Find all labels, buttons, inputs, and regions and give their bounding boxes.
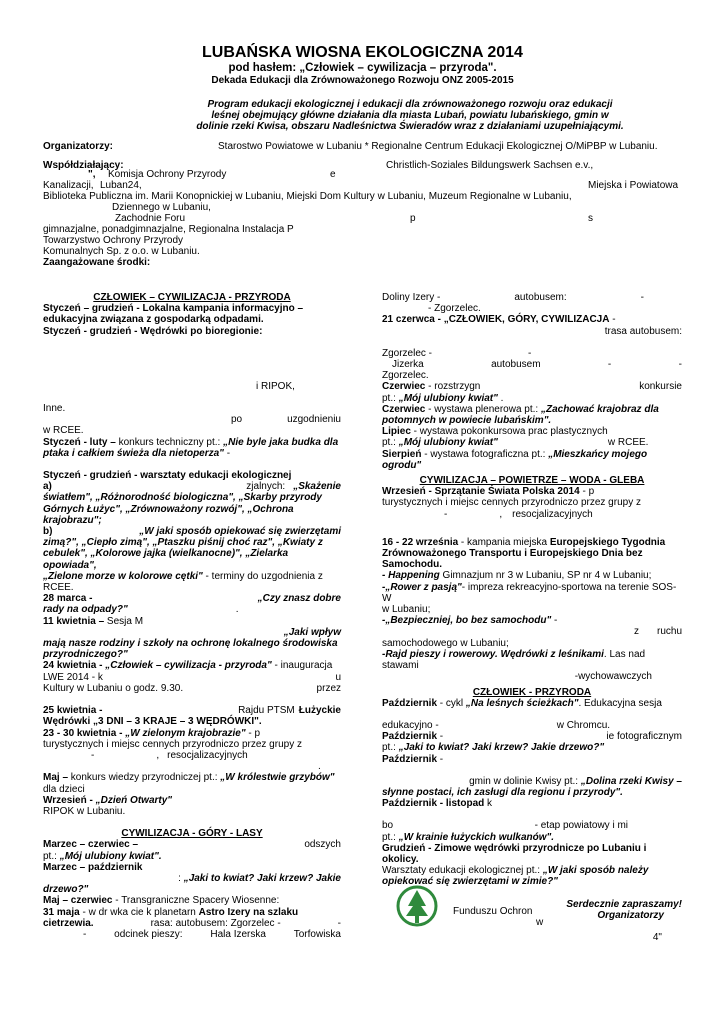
text-line: i RIPOK, <box>256 380 295 392</box>
text-line <box>382 615 682 626</box>
text-span: resocjalizacyjnych <box>167 749 248 761</box>
text-span: u <box>335 671 341 683</box>
text-line: cebulek", „Kolorowe jajka (wielkanocne)", „Zielarka opowiada", <box>43 548 289 571</box>
text-span: „Człowiek – cywilizacja - przyroda" <box>105 660 272 672</box>
text-span: - Happening <box>382 570 440 582</box>
text-span: - <box>437 753 444 765</box>
text-span: - wystawa pokonkursowa prac plastycznych <box>410 426 608 438</box>
funds-label: Zaangażowane środki: <box>43 257 151 268</box>
text-line <box>43 728 341 739</box>
text-line <box>43 705 341 716</box>
cooperating-line-1: Christlich-Soziales Bildungswerk Sachsen e.v., <box>386 160 594 171</box>
text-line: opiekować się zwierzętami w zimie?" <box>382 876 558 888</box>
text-span: cietrzewia. <box>43 917 94 929</box>
text-line <box>43 918 341 929</box>
cooperating-line-3a: Kanalizacji, <box>43 180 94 191</box>
cooperating-line-6b: p <box>410 213 416 224</box>
text-line <box>382 381 682 392</box>
text-span: „Jaki to kwiat? Jaki krzew? Jakie <box>183 872 341 884</box>
text-line: mają nasze rodziny i szkoły na ochronę lokalnego środowiska <box>43 638 338 650</box>
motto: pod hasłem: „Człowiek – cywilizacja – przyroda". <box>228 62 497 74</box>
text-line <box>43 660 341 671</box>
text-line <box>43 593 341 604</box>
text-span: zjalnych: <box>246 481 286 493</box>
text-line: w Lubaniu; <box>382 604 431 616</box>
text-line: edukacyjna związana z gospodarką odpadami. <box>43 314 264 326</box>
text-span: pt.: <box>43 850 60 862</box>
text-span: „Dzień Otwarty" <box>95 794 173 806</box>
left-column <box>43 292 341 940</box>
text-line <box>43 526 341 537</box>
text-line <box>382 731 682 742</box>
cooperating-line-4: Biblioteka Publiczna im. Marii Konopnickiej w Lubaniu, Miejski Dom Kultury w Lubaniu, Muzeum Regionalne w Lubaniu, <box>43 191 572 202</box>
text-line: Inne. <box>43 403 66 415</box>
text-span: 16 - 22 września <box>382 536 459 548</box>
text-span: - <box>640 292 644 303</box>
text-line <box>43 772 341 783</box>
text-line: światłem", „Różnorodność biologiczna", „Skarby przyrody <box>43 492 322 504</box>
text-span: Europejskiego Tygodnia <box>549 536 666 548</box>
text-span: edukacyjno - <box>382 719 439 731</box>
text-span: bo <box>382 820 394 832</box>
text-span: z <box>633 626 639 638</box>
text-span: Jizerka <box>392 359 424 371</box>
section-heading: CYWILIZACJA - GÓRY - LASY <box>121 828 263 840</box>
text-span: „Zielone morze w kolorowe cętki" <box>43 570 203 582</box>
text-span: w Chromcu. <box>556 719 611 731</box>
text-line <box>382 359 682 370</box>
text-span: - <box>551 615 558 627</box>
text-line <box>382 720 682 731</box>
text-span: Styczeń - luty – <box>43 436 116 448</box>
text-span: - wystawa fotograficzna pt.: <box>421 448 549 460</box>
text-span: odszych <box>304 839 341 851</box>
text-span: 23 - 30 kwietnia - <box>43 727 126 739</box>
text-span: - <box>609 314 616 326</box>
text-line <box>43 839 341 850</box>
text-span: odcinek pieszy: <box>114 928 183 940</box>
text-span: „Zachować krajobraz dla <box>540 403 659 415</box>
text-span: Doliny Izery - <box>382 292 441 303</box>
text-line <box>43 895 341 906</box>
text-span: - <box>678 359 682 371</box>
text-line <box>382 570 682 581</box>
text-span: - <box>223 447 231 459</box>
text-span: konkurs wiedzy przyrodniczej pt.: <box>68 772 221 784</box>
text-line: Wędrówki „3 DNI – 3 KRAJE – 3 WĘDRÓWKI". <box>43 716 262 728</box>
text-span: - <box>83 928 87 940</box>
text-span: Hala Izerska <box>210 928 266 940</box>
text-span: Sesja M <box>104 615 144 627</box>
text-span: uzgodnieniu <box>287 414 341 426</box>
text-line: w RCEE. <box>43 425 84 437</box>
text-span: w RCEE. <box>607 437 649 449</box>
text-line <box>382 426 682 437</box>
text-span: resocjalizacyjnych <box>512 508 593 520</box>
text-span: pt.: <box>382 392 399 404</box>
text-line <box>382 404 682 415</box>
text-span: autobusem: <box>514 292 567 303</box>
text-line <box>43 437 341 448</box>
footer-note: 4" <box>652 931 662 943</box>
section-heading: CZŁOWIEK - PRZYRODA <box>472 686 592 698</box>
text-span: Sierpień <box>382 448 422 460</box>
fund-name-text: Funduszu Ochron <box>453 906 533 917</box>
text-span: „Mój ulubiony kwiat" <box>398 392 498 404</box>
text-line <box>43 616 341 627</box>
text-line <box>43 873 341 884</box>
text-span: „W jaki sposób opiekować się zwierzętami <box>139 526 341 538</box>
text-line <box>382 820 682 831</box>
text-span: rady na odpady?" <box>43 604 128 616</box>
text-span: -„Rower z pasją" <box>382 581 462 593</box>
text-span: Rajdu PTSM <box>238 705 295 717</box>
text-span: Październik <box>382 731 438 743</box>
text-span: b) <box>43 526 53 538</box>
right-column <box>382 292 682 943</box>
text-line: przyrodniczego?" <box>43 649 128 661</box>
cooperating-line-3b: Luban24, <box>100 180 142 191</box>
text-span: Marzec – czerwiec – <box>43 839 139 851</box>
text-span: „Dolina rzeki Kwisy – <box>580 775 682 787</box>
text-span: „Mieszkańcy mojego <box>548 448 648 460</box>
cooperating-line-3c: Miejska i Powiatowa <box>588 180 679 191</box>
tree-logo-icon <box>396 884 438 928</box>
text-line <box>382 626 682 637</box>
text-span: „CZŁOWIEK, GÓRY, CYWILIZACJA <box>443 314 610 326</box>
text-span: 11 kwietnia – <box>43 615 105 627</box>
text-line <box>382 537 682 548</box>
text-span: Październik - listopad <box>382 798 485 810</box>
page-title: LUBAŃSKA WIOSNA EKOLOGICZNA 2014 <box>202 44 523 61</box>
text-span: 31 maja <box>43 906 80 918</box>
text-line <box>43 683 341 694</box>
text-line: RIPOK w Lubaniu. <box>43 805 126 817</box>
text-span: „W zielonym krajobrazie" <box>125 727 246 739</box>
program-line-3: dolinie rzeki Kwisa, obszaru Nadleśnictwa Świeradów wraz z działaniami uzupełniającymi. <box>196 121 624 132</box>
text-line <box>43 448 341 459</box>
text-line <box>382 509 682 520</box>
text-span: pt.: <box>382 831 399 843</box>
text-span: - cykl <box>437 697 466 709</box>
text-line <box>382 832 682 843</box>
text-span: „W krainie łużyckich wulkanów". <box>398 831 555 843</box>
text-line: ogrodu" <box>382 459 422 471</box>
cooperating-line-6c: s <box>588 213 593 224</box>
cooperating-line-9: Komunalnych Sp. z o.o. w Lubaniu. <box>43 246 200 257</box>
text-line: „Jaki wpływ <box>283 626 341 638</box>
fund-name-text-2: w <box>536 917 544 928</box>
text-span: „Na leśnych ścieżkach" <box>465 697 579 709</box>
text-span: 28 marca - <box>43 593 93 605</box>
text-span: „W królestwie grzybów" <box>220 772 335 784</box>
section-heading: CZŁOWIEK – CYWILIZACJA - PRZYRODA <box>93 292 291 303</box>
text-span: 25 kwietnia - <box>43 705 103 717</box>
text-span: a) <box>43 481 52 493</box>
text-span: - p <box>579 486 595 498</box>
text-span: ruchu <box>656 626 682 638</box>
cooperating-line-7: gimnazjalne, ponadgimnazjalne, Regionalna Instalacja P <box>43 224 294 235</box>
text-span: pt.: <box>382 742 399 754</box>
text-line: Styczeń - grudzień - warsztaty edukacji ekologicznej <box>43 470 292 482</box>
text-line: - Zgorzelec. <box>428 303 481 315</box>
text-line: Górnych Łużyc", „Zrównoważony rozwój", „Ochrona <box>43 503 294 515</box>
text-line <box>382 314 682 325</box>
closing-organizers: Organizatorzy <box>597 909 664 921</box>
text-line: turystycznych i miejsc cennych przyrodniczo przez grupy z <box>43 738 302 750</box>
text-span: autobusem <box>491 359 541 371</box>
text-span: „Czy znasz dobre <box>257 593 341 605</box>
text-line <box>382 348 682 359</box>
text-span: 24 kwietnia - <box>43 660 106 672</box>
text-span: po <box>231 414 243 426</box>
text-line <box>43 750 341 761</box>
text-line: Styczeń – grudzień - Lokalna kampania informacyjno – <box>43 303 304 315</box>
text-span: Warsztaty edukacji ekologicznej pt.: <box>382 865 543 877</box>
text-line: trasa autobusem: <box>604 325 682 337</box>
text-line: turystycznych i miejsc cennych przyrodniczo przez grupy z <box>382 497 641 509</box>
text-line: potomnych w powiecie lubańskim". <box>382 415 552 427</box>
text-span: - <box>337 917 341 929</box>
text-line: drzewo?" <box>43 884 89 896</box>
text-span: - terminy do uzgodnienia z <box>202 570 323 582</box>
text-span: - <box>607 359 612 371</box>
text-line <box>43 907 341 918</box>
text-span: Czerwiec <box>382 381 426 393</box>
text-span: - <box>91 749 95 761</box>
text-line <box>382 754 682 765</box>
text-span: Wrzesień - <box>43 794 96 806</box>
text-span: . <box>235 604 239 616</box>
text-span: - impreza rekreacyjno-sportowa na terenie SOS-W <box>382 581 677 604</box>
text-span: Torfowiska <box>293 928 341 940</box>
text-span: Astro Izery na szlaku <box>198 906 299 918</box>
text-span: „Nie byle jaka budka dla <box>223 436 339 448</box>
program-line-1: Program edukacji ekologicznej i edukacji dla zrównoważonego rozwoju oraz edukacji <box>207 99 613 110</box>
text-span: ptaka i całkiem świeża dla nietoperza" <box>43 447 224 459</box>
text-span: . Edukacyjna sesja <box>578 697 662 709</box>
text-line: RCEE. <box>43 582 74 594</box>
text-line <box>382 776 682 787</box>
cooperating-label: Współdziałający: <box>43 160 124 171</box>
text-line: krajobrazu"; <box>43 514 102 526</box>
text-line <box>43 672 341 683</box>
text-line <box>382 486 682 497</box>
cooperating-line-2a: ", <box>88 169 96 180</box>
text-line <box>382 649 682 671</box>
text-span: - p <box>245 727 261 739</box>
decade-line: Dekada Edukacji dla Zrównoważonego Rozwoju ONZ 2005-2015 <box>211 75 514 86</box>
text-span: przez <box>316 682 341 694</box>
text-span: . <box>497 392 504 404</box>
text-line: -wychowawczych <box>574 671 652 683</box>
text-span: konkurs techniczny pt.: <box>115 436 224 448</box>
text-span: „Mój ulubiony kwiat" <box>398 437 498 449</box>
text-line: Zgorzelec. <box>382 370 429 382</box>
text-span: -„Bezpieczniej, bo bez samochodu" <box>382 615 552 627</box>
text-span: Łużyckie <box>298 705 341 717</box>
text-span: Maj – <box>43 772 69 784</box>
text-span: - <box>437 731 444 743</box>
text-span: . Las nad stawami <box>382 648 646 672</box>
text-line: Zrównoważonego Transportu i Europejskiego Dnia bez <box>382 548 643 560</box>
text-line <box>43 604 341 615</box>
text-line <box>382 865 682 876</box>
text-span: -Rajd pieszy i rowerowy. Wędrówki z leśnikami <box>382 648 604 660</box>
text-span: - w dr wka cie k planetarn <box>79 906 199 918</box>
text-span: konkursie <box>639 381 682 393</box>
text-line <box>43 929 341 940</box>
text-span: : <box>178 872 184 884</box>
text-span: - kampania miejska <box>458 536 550 548</box>
text-span: Czerwiec <box>382 403 426 415</box>
text-span: Lipiec <box>382 426 411 438</box>
text-span: , <box>499 508 503 520</box>
text-line <box>382 798 682 809</box>
text-line <box>43 571 341 582</box>
text-span: „Mój ulubiony kwiat". <box>59 850 162 862</box>
text-line: słynne postaci, ich zasługi dla regionu i przyrody". <box>382 786 623 798</box>
cooperating-line-5: Dziennego w Lubaniu, <box>112 202 211 213</box>
text-line <box>43 851 341 862</box>
text-span: pt.: <box>382 437 399 449</box>
text-span: , <box>156 749 160 761</box>
text-span: „Skażenie <box>293 481 341 493</box>
text-span: „W jaki sposób należy <box>542 865 649 877</box>
cooperating-line-2b: Komisja Ochrony Przyrody <box>108 169 227 180</box>
text-line <box>43 414 341 425</box>
text-line <box>382 292 682 303</box>
text-span: - inauguracja <box>271 660 333 672</box>
text-span: - rozstrzygn <box>425 381 481 393</box>
text-span: Wrzesień - Sprzątanie Świata Polska 2014 <box>382 486 580 498</box>
text-span: ie fotograficznym <box>606 731 682 743</box>
text-line <box>382 393 682 404</box>
text-span: LWE 2014 - k <box>43 671 103 683</box>
organizers-text: Starostwo Powiatowe w Lubaniu * Regionalne Centrum Edukacji Ekologicznej O/MiPBP w Lubaniu. <box>218 141 658 152</box>
text-line: dla dzieci <box>43 783 85 795</box>
text-span: - etap powiatowy i mi <box>534 820 628 832</box>
text-line: Marzec – październik <box>43 861 143 873</box>
text-line <box>382 449 682 460</box>
text-span: - wystawa plenerowa pt.: <box>425 403 541 415</box>
text-span: „Jaki to kwiat? Jaki krzew? Jakie drzewo?" <box>398 742 605 754</box>
text-line: Grudzień - Zimowe wędrówki przyrodnicze po Lubaniu i okolicy. <box>382 842 647 865</box>
text-line <box>43 481 341 492</box>
text-span: Kultury w Lubaniu o godz. 9.30. <box>43 682 184 694</box>
text-span: k <box>484 798 493 810</box>
text-span: - Transgraniczne Spacery Wiosenne: <box>112 895 280 907</box>
text-span: - <box>444 508 448 520</box>
text-span: Październik <box>382 753 438 765</box>
text-span: Zgorzelec - <box>382 347 433 359</box>
text-line: samochodowego w Lubaniu; <box>382 637 509 649</box>
cooperating-line-8: Towarzystwo Ochrony Przyrody <box>43 235 184 246</box>
text-line: Styczeń - grudzień - Wędrówki po bioregionie: <box>43 325 263 337</box>
text-span: - <box>528 347 532 359</box>
program-line-2: leśnej obejmujący główne działania dla miasta Lubań, powiatu lubańskiego, gmin w <box>211 110 609 121</box>
text-span: gmin w dolinie Kwisy pt.: <box>469 775 581 787</box>
text-line <box>382 437 682 448</box>
text-line <box>382 698 682 709</box>
text-span: rasa: autobusem: Zgorzelec - <box>150 917 281 929</box>
text-line: . <box>318 761 321 773</box>
closing-invite: Serdecznie zapraszamy! <box>566 898 682 910</box>
text-line <box>43 795 341 806</box>
text-span: Październik <box>382 697 438 709</box>
section-heading: CYWILIZACJA – POWIETRZE – WODA - GLEBA <box>419 475 645 487</box>
text-span: Maj – czerwiec <box>43 895 113 907</box>
text-span: Gimnazjum nr 3 w Lubaniu, SP nr 4 w Lubaniu; <box>439 570 652 582</box>
text-line <box>382 582 682 604</box>
cooperating-line-6a: Zachodnie Foru <box>115 213 186 224</box>
text-span: 21 czerwca - <box>382 314 444 326</box>
text-line: Samochodu. <box>382 559 443 571</box>
cooperating-line-2c: e <box>330 169 336 180</box>
text-line <box>382 742 682 753</box>
text-line: zimą?", „Ciepło zimą", „Ptaszku piśnij choć raz", „Kwiaty z <box>43 537 323 549</box>
organizers-label: Organizatorzy: <box>43 141 114 152</box>
